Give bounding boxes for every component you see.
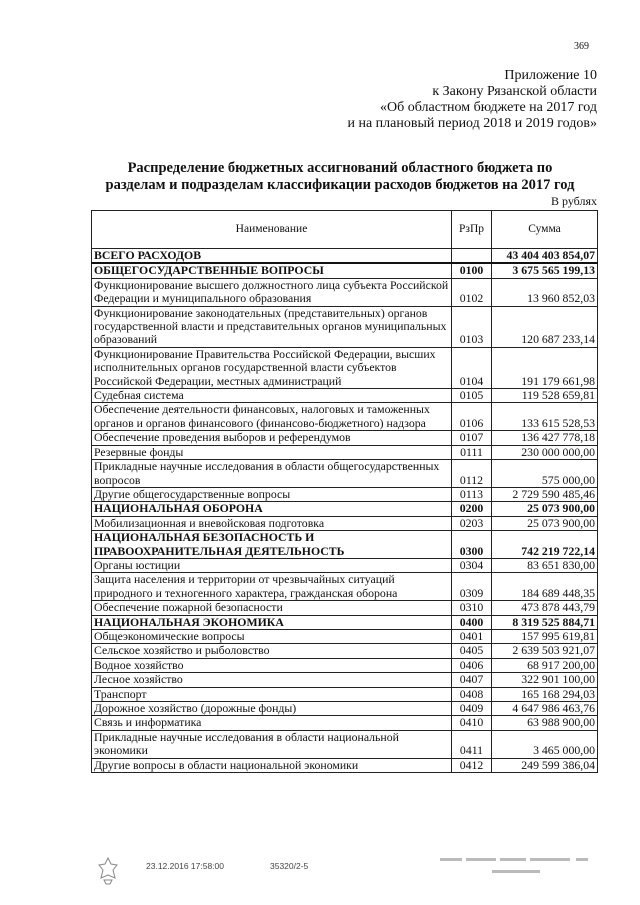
row-sum: 742 219 722,14 — [492, 531, 598, 559]
table-row — [92, 263, 598, 278]
footer-doc-id: 35320/2-5 — [270, 861, 309, 871]
row-name: Обеспечение проведения выборов и референдумов — [92, 431, 452, 445]
row-code: 0400 — [452, 615, 492, 629]
table-row — [92, 629, 598, 643]
table-row — [92, 431, 598, 445]
row-code: 0407 — [452, 673, 492, 687]
row-sum: 120 687 233,14 — [492, 306, 598, 347]
row-name: Резервные фонды — [92, 445, 452, 459]
table-row — [92, 460, 598, 488]
row-code: 0200 — [452, 502, 492, 516]
row-code: 0408 — [452, 687, 492, 701]
row-name: НАЦИОНАЛЬНАЯ БЕЗОПАСНОСТЬ И ПРАВООХРАНИТЕЛЬНАЯ ДЕЯТЕЛЬНОСТЬ — [92, 531, 452, 559]
table-row — [92, 531, 598, 559]
row-code: 0111 — [452, 445, 492, 459]
row-sum: 4 647 986 463,76 — [492, 702, 598, 716]
row-name: Мобилизационная и вневойсковая подготовка — [92, 516, 452, 530]
row-code: 0203 — [452, 516, 492, 530]
row-name: Дорожное хозяйство (дорожные фонды) — [92, 702, 452, 716]
row-name: ОБЩЕГОСУДАРСТВЕННЫЕ ВОПРОСЫ — [92, 263, 452, 278]
row-sum: 136 427 778,18 — [492, 431, 598, 445]
row-name: Функционирование высшего должностного лица субъекта Российской Федерации и муниципального образования — [92, 278, 452, 306]
header-code: РзПр — [452, 211, 492, 249]
budget-table — [91, 210, 598, 773]
row-code: 0409 — [452, 702, 492, 716]
row-sum: 83 651 830,00 — [492, 558, 598, 572]
row-code — [452, 249, 492, 264]
row-sum: 13 960 852,03 — [492, 278, 598, 306]
row-sum: 133 615 528,53 — [492, 403, 598, 431]
table-row — [92, 249, 598, 264]
currency-note: В рублях — [550, 194, 597, 208]
coat-of-arms-icon — [97, 856, 119, 886]
row-sum: 119 528 659,81 — [492, 389, 598, 403]
row-sum: 68 917 200,00 — [492, 658, 598, 672]
row-code: 0411 — [452, 730, 492, 758]
row-sum: 2 729 590 485,46 — [492, 487, 598, 501]
row-name: Защита населения и территории от чрезвычайных ситуаций природного и техногенного характера, гражданская оборона — [92, 573, 452, 601]
row-sum: 322 901 100,00 — [492, 673, 598, 687]
row-name: ВСЕГО РАСХОДОВ — [92, 249, 452, 264]
row-sum: 230 000 000,00 — [492, 445, 598, 459]
row-name: Водное хозяйство — [92, 658, 452, 672]
row-name: Функционирование законодательных (представительных) органов государственной власти и представительных органов муниципальных образований — [92, 306, 452, 347]
table-row — [92, 658, 598, 672]
stamp-image — [432, 852, 597, 880]
table-row — [92, 644, 598, 658]
row-name: Прикладные научные исследования в области национальной экономики — [92, 730, 452, 758]
row-name: Транспорт — [92, 687, 452, 701]
table-row — [92, 673, 598, 687]
table-row — [92, 403, 598, 431]
row-name: Сельское хозяйство и рыболовство — [92, 644, 452, 658]
document-title — [60, 160, 620, 194]
row-sum: 25 073 900,00 — [492, 502, 598, 516]
table-row — [92, 558, 598, 572]
table-row — [92, 573, 598, 601]
header-sum: Сумма — [492, 211, 598, 249]
row-code: 0401 — [452, 629, 492, 643]
table-header-row — [92, 211, 598, 249]
row-code: 0304 — [452, 558, 492, 572]
row-sum: 2 639 503 921,07 — [492, 644, 598, 658]
row-name: Другие общегосударственные вопросы — [92, 487, 452, 501]
table-row — [92, 347, 598, 388]
row-code: 0103 — [452, 306, 492, 347]
page-number: 369 — [574, 41, 589, 52]
row-sum: 3 675 565 199,13 — [492, 263, 598, 278]
row-name: Судебная система — [92, 389, 452, 403]
table-row — [92, 306, 598, 347]
row-name: Общеэкономические вопросы — [92, 629, 452, 643]
row-sum: 43 404 403 854,07 — [492, 249, 598, 264]
header-name: Наименование — [92, 211, 452, 249]
table-row — [92, 389, 598, 403]
row-code: 0106 — [452, 403, 492, 431]
row-sum: 3 465 000,00 — [492, 730, 598, 758]
appendix-line: «Об областном бюджете на 2017 год — [380, 100, 597, 115]
title-line: Распределение бюджетных ассигнований областного бюджета по — [127, 160, 553, 176]
title-line: разделам и подразделам классификации расходов бюджетов на 2017 год — [105, 177, 575, 193]
table-row — [92, 516, 598, 530]
row-code: 0310 — [452, 601, 492, 615]
table-row — [92, 278, 598, 306]
table-row — [92, 502, 598, 516]
row-code: 0113 — [452, 487, 492, 501]
table-row — [92, 716, 598, 730]
row-sum: 473 878 443,79 — [492, 601, 598, 615]
table-row — [92, 687, 598, 701]
row-code: 0100 — [452, 263, 492, 278]
row-sum: 63 988 900,00 — [492, 716, 598, 730]
row-sum: 25 073 900,00 — [492, 516, 598, 530]
row-code: 0300 — [452, 531, 492, 559]
row-name: Связь и информатика — [92, 716, 452, 730]
row-name: Обеспечение деятельности финансовых, налоговых и таможенных органов и органов финансового (финансово-бюджетного) надзора — [92, 403, 452, 431]
row-name: НАЦИОНАЛЬНАЯ ЭКОНОМИКА — [92, 615, 452, 629]
footer-timestamp: 23.12.2016 17:58:00 — [146, 861, 224, 871]
row-name: Прикладные научные исследования в области общегосударственных вопросов — [92, 460, 452, 488]
row-name: Другие вопросы в области национальной экономики — [92, 758, 452, 772]
appendix-line: и на плановый период 2018 и 2019 годов» — [347, 116, 597, 131]
row-sum: 157 995 619,81 — [492, 629, 598, 643]
row-sum: 575 000,00 — [492, 460, 598, 488]
row-code: 0107 — [452, 431, 492, 445]
row-name: Функционирование Правительства Российской Федерации, высших исполнительных органов государственной власти субъектов Российской Федерации, местных администраций — [92, 347, 452, 388]
appendix-line: к Закону Рязанской области — [432, 84, 597, 99]
row-sum: 249 599 386,04 — [492, 758, 598, 772]
row-code: 0104 — [452, 347, 492, 388]
table-row — [92, 445, 598, 459]
appendix-header — [347, 68, 597, 132]
row-sum: 8 319 525 884,71 — [492, 615, 598, 629]
row-code: 0309 — [452, 573, 492, 601]
row-sum: 184 689 448,35 — [492, 573, 598, 601]
table-row — [92, 730, 598, 758]
appendix-line: Приложение 10 — [504, 68, 597, 83]
row-code: 0412 — [452, 758, 492, 772]
row-code: 0112 — [452, 460, 492, 488]
row-name: НАЦИОНАЛЬНАЯ ОБОРОНА — [92, 502, 452, 516]
row-sum: 165 168 294,03 — [492, 687, 598, 701]
row-name: Органы юстиции — [92, 558, 452, 572]
row-code: 0105 — [452, 389, 492, 403]
row-name: Обеспечение пожарной безопасности — [92, 601, 452, 615]
table-row — [92, 758, 598, 772]
table-row — [92, 487, 598, 501]
row-code: 0406 — [452, 658, 492, 672]
row-code: 0102 — [452, 278, 492, 306]
table-row — [92, 601, 598, 615]
table-row — [92, 615, 598, 629]
row-sum: 191 179 661,98 — [492, 347, 598, 388]
row-code: 0410 — [452, 716, 492, 730]
table-row — [92, 702, 598, 716]
row-name: Лесное хозяйство — [92, 673, 452, 687]
row-code: 0405 — [452, 644, 492, 658]
